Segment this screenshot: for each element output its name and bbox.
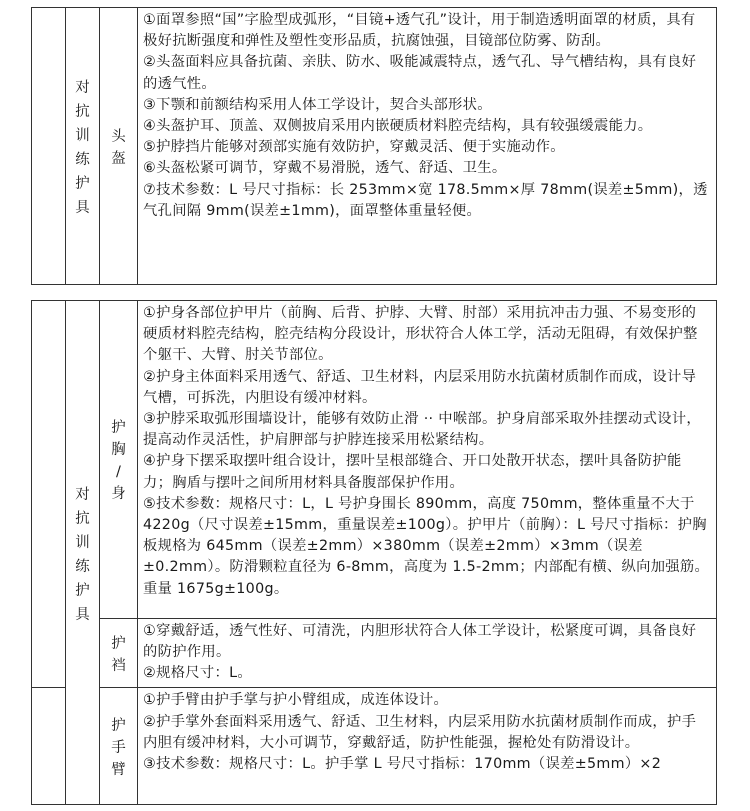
spec-line: ⑥头盔松紧可调节，穿戴不易滑脱，透气、舒适、卫生。	[143, 160, 507, 177]
spec-line: ⑤技术参数：规格尺寸：L，L 号护身围长 890mm，高度 750mm，整体重量不大于 4220g（尺寸误差±15mm，重量误差±100g）。护甲片（前胸）：L 号尺寸指标：护胸板规格为 645mm（误差±2mm）×380mm（误差±2mm）×3mm（误差±0.2mm）。防滑颗粒直径为 6-8mm，高度为 1.5-2mm；内部配有横、纵向加强筋。重量 1675g±100g。	[143, 495, 710, 597]
spec-line: ③护脖采取弧形围墙设计，能够有效防止滑 ·· 中喉部。护身肩部采取外挂摆动式设计，提高动作灵活性，护肩胛部与护脖连接采用松紧结构。	[143, 411, 701, 449]
chest-description	[138, 301, 717, 619]
item-cell-arm	[100, 688, 138, 805]
blank-cell	[32, 688, 66, 805]
spec-line: ①面罩参照“国”字脸型成弧形，“目镜+透气孔”设计，用于制造透明面罩的材质，具有极好抗断强度和弹性及塑性变形品质，抗腐蚀强，目镜部位防雾、防刮。	[143, 12, 696, 50]
item-label-helmet: 头 盔	[111, 129, 126, 167]
item-cell-groin	[100, 618, 138, 687]
item-label-chest: 护 胸 / 身	[111, 420, 126, 503]
helmet-spec-table	[31, 7, 717, 285]
spec-line: ①护身各部位护甲片（前胸、后背、护脖、大臂、肘部）采用抗冲击力强、不易变形的硬质材料腔壳结构，腔壳结构分段设计，形状符合人体工学，活动无阻碍，有效保护整个躯干、大臂、肘关节部位。	[143, 305, 698, 364]
spec-line: ⑤护脖挡片能够对颈部实施有效防护，穿戴灵活、便于实施动作。	[143, 139, 565, 156]
groin-description	[138, 618, 717, 687]
item-cell-helmet	[100, 8, 138, 285]
body-armor-spec-table	[31, 300, 717, 805]
category-cell	[66, 8, 100, 285]
item-label-groin: 护 裆	[111, 636, 126, 675]
category-cell	[66, 301, 100, 805]
item-label-arm: 护 手 臂	[111, 718, 126, 779]
arm-description	[138, 688, 717, 805]
spec-line: ③下颚和前额结构采用人体工学设计，契合头部形状。	[143, 96, 492, 113]
item-cell-chest	[100, 301, 138, 619]
category-label: 对 抗 训 练 护 具	[75, 486, 90, 623]
spec-line: ③技术参数：规格尺寸：L。护手掌 L 号尺寸指标：170mm（误差±5mm）×2	[143, 755, 662, 772]
spec-line: ②护身主体面料采用透气、舒适、卫生材料，内层采用防水抗菌材质制作而成，设计导气槽，可拆洗，内胆设有缓冲材料。	[143, 368, 697, 406]
blank-cell	[32, 301, 66, 619]
blank-cell	[32, 618, 66, 687]
spec-line: ②头盔面料应具备抗菌、亲肤、防水、吸能减震特点，透气孔、导气槽结构，具有良好的透气性。	[143, 54, 697, 92]
spec-line: ②护手掌外套面料采用透气、舒适、卫生材料，内层采用防水抗菌材质制作而成，护手内胆有缓冲材料，大小可调节，穿戴舒适，防护性能强，握枪处有防滑设计。	[143, 713, 697, 751]
spec-line: ①护手臂由护手掌与护小臂组成，成连体设计。	[143, 692, 449, 709]
spec-line: ⑦技术参数：L 号尺寸指标：长 253mm×宽 178.5mm×厚 78mm(误差±5mm)，透气孔间隔 9mm(误差±1mm)，面罩整体重量轻便。	[143, 181, 708, 219]
spec-line: ②规格尺寸：L。	[143, 665, 252, 682]
spec-line: ①穿戴舒适，透气性好、可清洗，内胆形状符合人体工学设计，松紧度可调，具备良好的防护作用。	[143, 622, 697, 661]
spec-line: ④护身下摆采取摆叶组合设计，摆叶呈根部缝合、开口处散开状态，摆叶具备防护能力；胸盾与摆叶之间所用材料具备腹部保护作用。	[143, 453, 682, 491]
spec-line: ④头盔护耳、顶盖、双侧披肩采用内嵌硬质材料腔壳结构，具有较强缓震能力。	[143, 118, 653, 135]
category-label: 对 抗 训 练 护 具	[75, 80, 90, 216]
helmet-description	[138, 8, 717, 285]
blank-cell	[32, 8, 66, 285]
